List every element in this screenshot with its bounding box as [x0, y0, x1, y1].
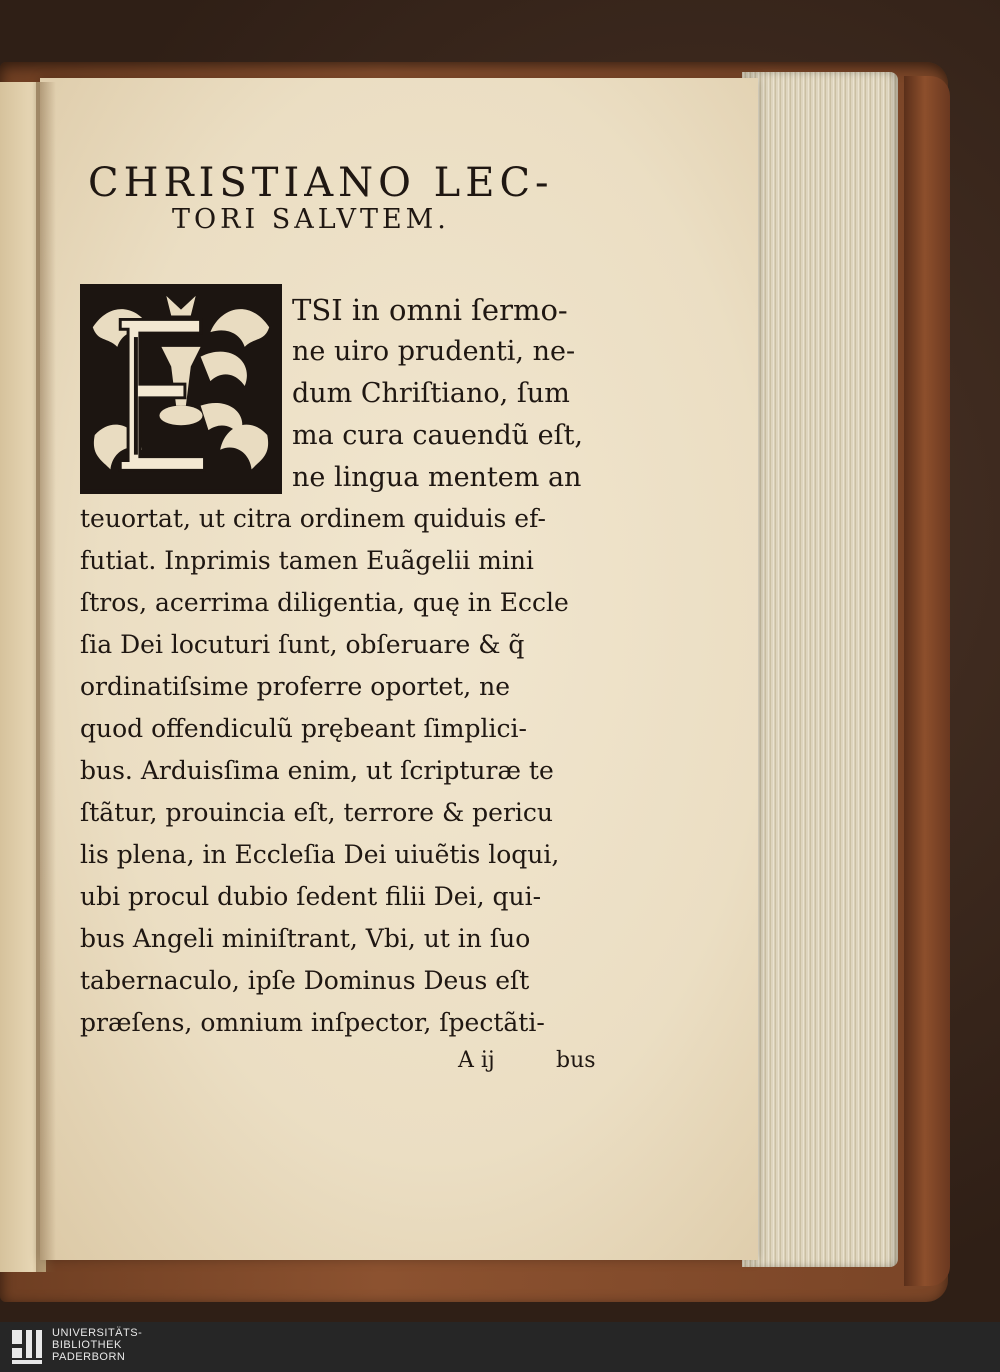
library-name-line-2: BIBLIOTHEK: [52, 1339, 122, 1351]
text-line: præſens, omnium inſpector, ſpectãti-: [80, 1008, 545, 1037]
footer-bar: [0, 1322, 1000, 1372]
text-line: ma cura cauendũ eſt,: [292, 420, 584, 451]
text-line: lis plena, in Eccleſia Dei uiuẽtis loqui,: [80, 840, 560, 869]
signature-mark: A ij: [458, 1048, 495, 1073]
text-line: ne uiro prudenti, ne-: [292, 336, 576, 367]
ornament-initial-icon: [83, 287, 279, 491]
catchword: bus: [556, 1048, 596, 1073]
page: [40, 78, 758, 1260]
library-logo-icon: [12, 1330, 44, 1366]
text-line: ſia Dei locuturi ſunt, obſeruare & q̃: [80, 630, 525, 659]
text-line: ne lingua mentem an: [292, 462, 582, 493]
library-name-line-3: PADERBORN: [52, 1351, 126, 1363]
page-block-edges: [742, 72, 898, 1267]
book-gutter: [36, 82, 56, 1272]
text-line: bus. Arduisſima enim, ut ſcripturæ te: [80, 756, 554, 785]
heading-line-1: CHRISTIANO LEC-: [88, 160, 554, 206]
text-line: ordinatiſsime proferre oportet, ne: [80, 672, 511, 701]
text-line: ubi procul dubio ſedent filii Dei, qui-: [80, 882, 542, 911]
text-line: dum Chriſtiano, ſum: [292, 378, 570, 409]
text-line: tabernaculo, ipſe Dominus Deus eſt: [80, 966, 530, 995]
text-line: bus Angeli miniſtrant, Vbi, ut in ſuo: [80, 924, 531, 953]
text-line: ſtãtur, prouincia eſt, terrore & pericu: [80, 798, 554, 827]
text-line: teuortat, ut citra ordinem quiduis ef-: [80, 504, 546, 533]
text-line: futiat. Inprimis tamen Euãgelii mini: [80, 546, 534, 575]
heading-line-2: TORI SALVTEM.: [172, 204, 450, 235]
text-line: quod offendiculũ prębeant ſimplici-: [80, 714, 527, 743]
library-name: [52, 1327, 142, 1363]
library-name-line-1: UNIVERSITÄTS-: [52, 1327, 143, 1339]
decorated-initial-e: [80, 284, 282, 494]
text-line: TSI in omni ſermo-: [292, 293, 568, 327]
text-line: ſtros, acerrima diligentia, quę in Eccle: [80, 588, 569, 617]
